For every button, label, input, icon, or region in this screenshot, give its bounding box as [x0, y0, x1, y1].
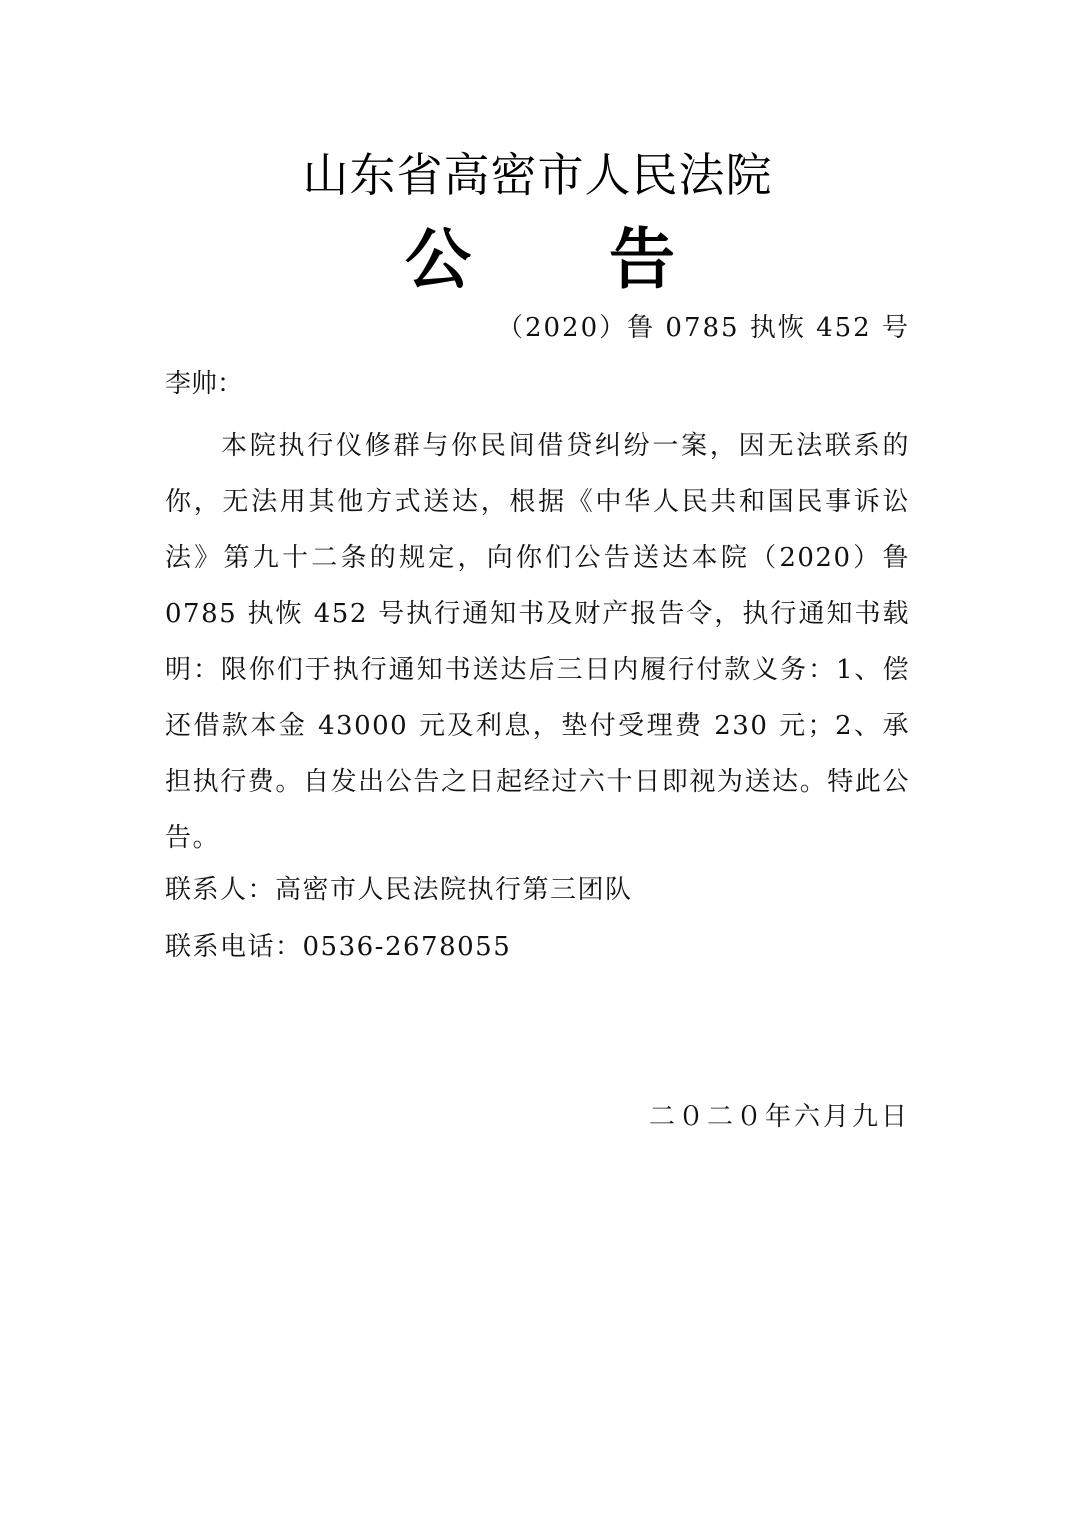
notice-title [405, 220, 675, 300]
notice-title-char-1: 公 [405, 221, 471, 298]
notice-date: 二０二０年六月九日 [648, 1102, 910, 1132]
notice-title-char-2: 告 [609, 221, 675, 298]
court-name: 山东省高密市人民法院 [302, 148, 773, 202]
contact-person: 联系人：高密市人民法院执行第三团队 [165, 875, 633, 905]
notice-body: 本院执行仪修群与你民间借贷纠纷一案，因无法联系的你，无法用其他方式送达，根据《中华人民共和国民事诉讼法》第九十二条的规定，向你们公告送达本院（2020）鲁 0785 执恢 452 号执行通知书及财产报告令，执行通知书载明：限你们于执行通知书送达后三日内履行付款义务：1、偿还借款本金 43000 元及利息，垫付受理费 230 元；2、承担执行费。自发出公告之日起经过六十日即视为送达。特此公告。 [165, 431, 910, 853]
addressee: 李帅： [165, 369, 244, 399]
contact-phone: 联系电话：0536-2678055 [165, 932, 512, 962]
case-number: （2020）鲁 0785 执恢 452 号 [496, 313, 910, 343]
